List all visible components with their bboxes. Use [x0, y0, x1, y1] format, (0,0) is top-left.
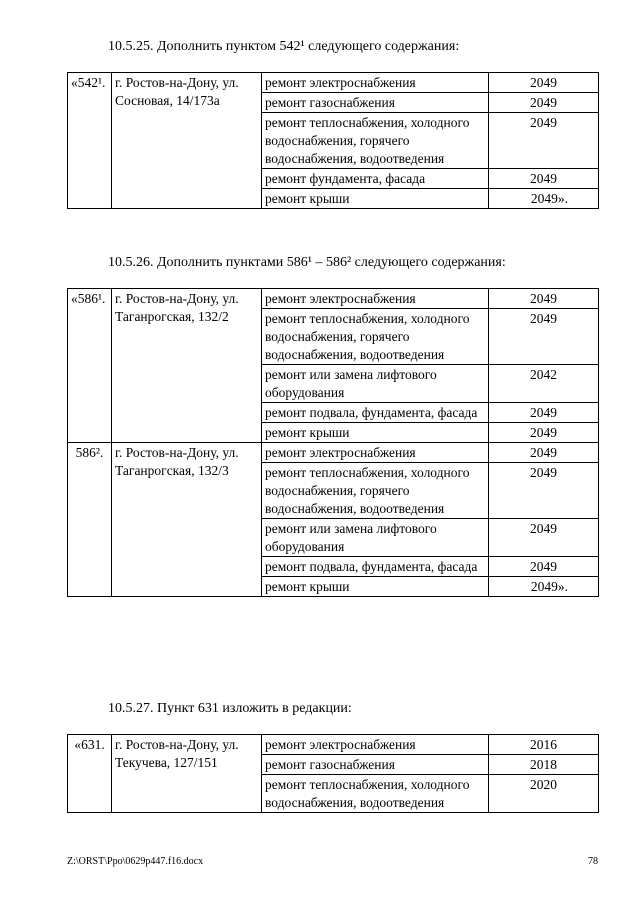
work-type: ремонт крыши	[262, 423, 489, 443]
work-type: ремонт теплоснабжения, холодного водоснабжения, водоотведения	[262, 775, 489, 813]
work-year: 2049	[489, 289, 599, 309]
work-year: 2049	[489, 73, 599, 93]
work-year: 2049	[489, 557, 599, 577]
work-year: 2049	[489, 423, 599, 443]
work-year: 2049	[489, 169, 599, 189]
work-type: ремонт подвала, фундамента, фасада	[262, 403, 489, 423]
work-type: ремонт электроснабжения	[262, 443, 489, 463]
work-type: ремонт или замена лифтового оборудования	[262, 365, 489, 403]
amendment-table-631	[67, 734, 599, 813]
work-type: ремонт газоснабжения	[262, 93, 489, 113]
item-address: г. Ростов-на-Дону, ул. Таганрогская, 132/3	[112, 443, 262, 597]
work-type: ремонт теплоснабжения, холодного водоснабжения, горячего водоснабжения, водоотведения	[262, 309, 489, 365]
section-heading-25: 10.5.25. Дополнить пунктом 542¹ следующего содержания:	[108, 39, 460, 54]
work-type: ремонт электроснабжения	[262, 289, 489, 309]
work-type: ремонт электроснабжения	[262, 735, 489, 755]
work-year: 2049	[489, 403, 599, 423]
item-number: «631.	[68, 735, 112, 813]
item-address: г. Ростов-на-Дону, ул. Сосновая, 14/173а	[112, 73, 262, 209]
work-year: 2016	[489, 735, 599, 755]
amendment-table-542	[67, 72, 599, 209]
table-row	[68, 443, 599, 463]
page-number: 78	[588, 856, 598, 867]
item-number: «542¹.	[68, 73, 112, 209]
amendment-table-586	[67, 288, 599, 597]
work-type: ремонт подвала, фундамента, фасада	[262, 557, 489, 577]
work-year: 2049	[489, 93, 599, 113]
work-type: ремонт крыши	[262, 189, 489, 209]
section-heading-27: 10.5.27. Пункт 631 изложить в редакции:	[108, 701, 352, 716]
item-address: г. Ростов-на-Дону, ул. Таганрогская, 132/2	[112, 289, 262, 443]
work-year: 2049	[489, 113, 599, 169]
work-type: ремонт теплоснабжения, холодного водоснабжения, горячего водоснабжения, водоотведения	[262, 113, 489, 169]
work-type: ремонт крыши	[262, 577, 489, 597]
work-type: ремонт газоснабжения	[262, 755, 489, 775]
table-row	[68, 289, 599, 309]
work-year: 2042	[489, 365, 599, 403]
item-number: 586².	[68, 443, 112, 597]
work-type: ремонт теплоснабжения, холодного водоснабжения, горячего водоснабжения, водоотведения	[262, 463, 489, 519]
work-type: ремонт электроснабжения	[262, 73, 489, 93]
work-type: ремонт или замена лифтового оборудования	[262, 519, 489, 557]
work-year: 2049».	[489, 189, 599, 209]
table-row	[68, 735, 599, 755]
item-number: «586¹.	[68, 289, 112, 443]
work-year: 2020	[489, 775, 599, 813]
work-year: 2049».	[489, 577, 599, 597]
work-year: 2049	[489, 309, 599, 365]
footer-file-path: Z:\ORST\Ppo\0629p447.f16.docx	[67, 856, 204, 867]
work-year: 2018	[489, 755, 599, 775]
section-heading-26: 10.5.26. Дополнить пунктами 586¹ – 586² следующего содержания:	[108, 255, 506, 270]
work-year: 2049	[489, 519, 599, 557]
work-year: 2049	[489, 443, 599, 463]
item-address: г. Ростов-на-Дону, ул. Текучева, 127/151	[112, 735, 262, 813]
table-row	[68, 73, 599, 93]
work-type: ремонт фундамента, фасада	[262, 169, 489, 189]
work-year: 2049	[489, 463, 599, 519]
